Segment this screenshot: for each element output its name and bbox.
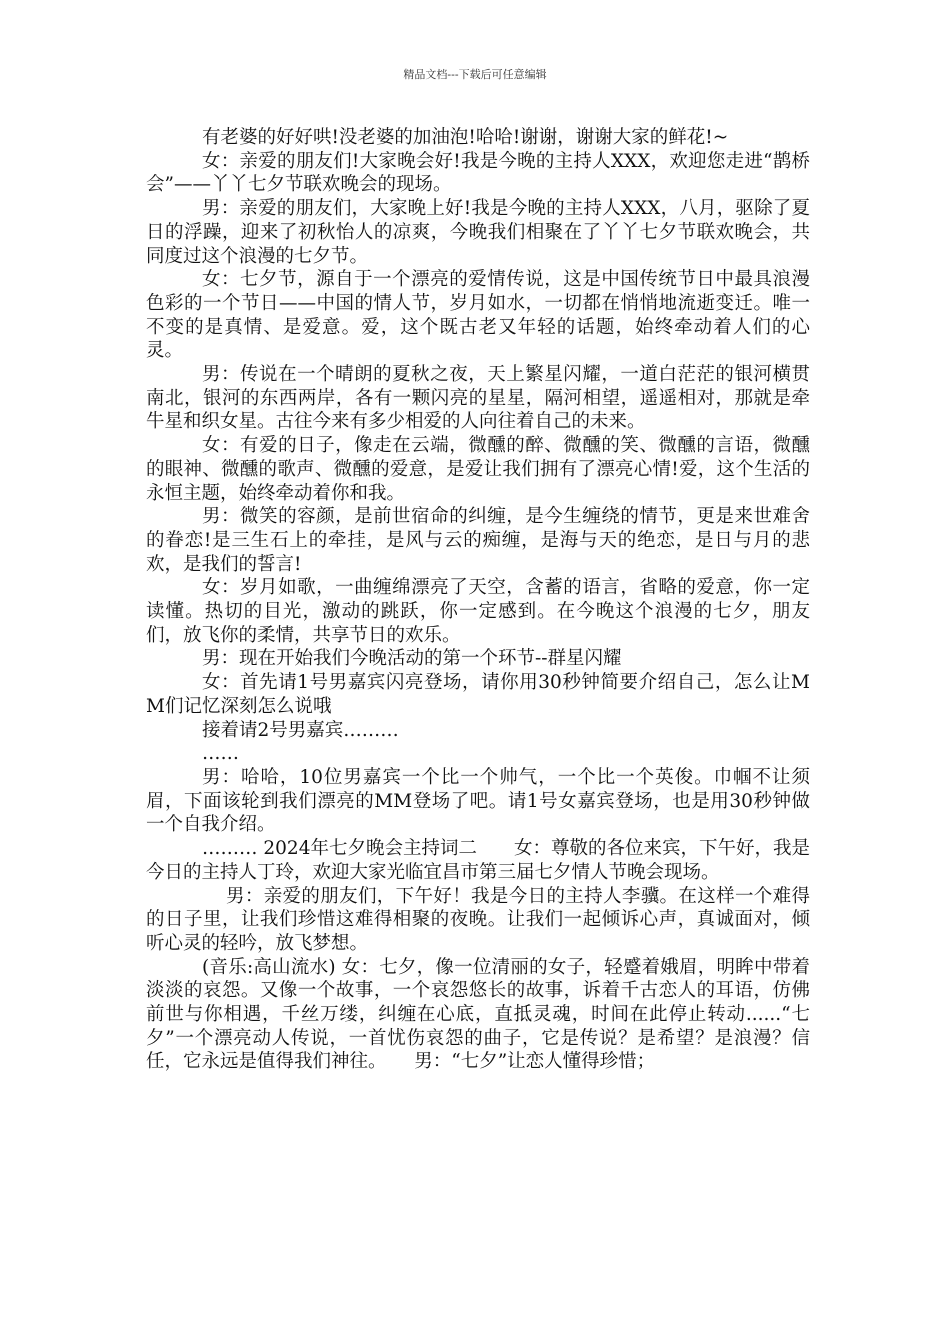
- paragraph-12: ……: [202, 743, 239, 765]
- paragraph-1: 有老婆的好好哄!没老婆的加油泡!哈哈!谢谢，谢谢大家的鲜花!~: [202, 127, 729, 148]
- paragraph-14: ……… 2024年七夕晚会主持词二 女：尊敬的各位来宾，下午好，我是今日的主持人丁玲，欢迎大家光临宜昌市第三届七夕情人节晚会现场。: [146, 838, 810, 883]
- paragraph-11: 接着请2号男嘉宾………: [202, 719, 399, 741]
- paragraph-16: (音乐:高山流水) 女：七夕，像一位清丽的女子，轻蹙着娥眉，明眸中带着淡淡的哀怨。又像一个故事，一个哀怨悠长的故事，诉着千古恋人的耳语，仿佛前世与你相遇，千丝万缕，纠缠在心底，直抵灵魂，时间在此停止转动......“七夕”一个漂亮动人传说，一首忧伤哀怨的曲子，它是传说？是希望？是浪漫？信任，它永远是值得我们神往。 男：“七夕”让恋人懂得珍惜；: [146, 956, 810, 1073]
- paragraph-13: 男：哈哈，10位男嘉宾一个比一个帅气，一个比一个英俊。巾帼不让须眉，下面该轮到我们漂亮的MM登场了吧。请1号女嘉宾登场，也是用30秒钟做一个自我介绍。: [146, 766, 810, 836]
- page-header: 精品文档---下载后可任意编辑: [403, 68, 547, 81]
- paragraph-3: 男：亲爱的朋友们，大家晚上好!我是今晚的主持人XXX，八月，驱除了夏日的浮躁，迎来了初秋怡人的凉爽，今晚我们相聚在了丫丫七夕节联欢晚会，共同度过这个浪漫的七夕节。: [146, 198, 810, 267]
- paragraph-6: 女：有爱的日子，像走在云端，微醺的醉、微醺的笑、微醺的言语，微醺的眼神、微醺的歌声、微醺的爱意，是爱让我们拥有了漂亮心情!爱，这个生活的永恒主题，始终牵动着你和我。: [146, 435, 810, 504]
- paragraph-9: 男：现在开始我们今晚活动的第一个环节--群星闪耀: [202, 648, 622, 670]
- document-body: [146, 126, 810, 1074]
- paragraph-10: 女：首先请1号男嘉宾闪亮登场，请你用30秒钟简要介绍自己，怎么让MM们记忆深刻怎么说哦: [146, 672, 810, 717]
- paragraph-4: 女：七夕节，源自于一个漂亮的爱情传说，这是中国传统节日中最具浪漫色彩的一个节日——中国的情人节，岁月如水，一切都在悄悄地流逝变迁。唯一不变的是真情、是爱意。爱，这个既古老又年轻的话题，始终牵动着人们的心灵。: [146, 269, 810, 362]
- paragraph-7: 男：微笑的容颜，是前世宿命的纠缠，是今生缠绕的情节，更是来世难舍的眷恋!是三生石上的牵挂，是风与云的痴缠，是海与天的绝恋，是日与月的悲欢，是我们的誓言!: [146, 506, 810, 575]
- paragraph-15: 男：亲爱的朋友们，下午好！我是今日的主持人李骥。在这样一个难得的日子里，让我们珍惜这难得相聚的夜晚。让我们一起倾诉心声，真诚面对，倾听心灵的轻吟，放飞梦想。: [146, 885, 810, 954]
- paragraph-2: 女：亲爱的朋友们!大家晚会好!我是今晚的主持人XXX，欢迎您走进“鹊桥会”——丫丫七夕节联欢晚会的现场。: [146, 150, 810, 196]
- paragraph-5: 男：传说在一个晴朗的夏秋之夜，天上繁星闪耀，一道白茫茫的银河横贯南北，银河的东西两岸，各有一颗闪亮的星星，隔河相望，遥遥相对，那就是牵牛星和织女星。古往今来有多少相爱的人向往着自己的未来。: [146, 364, 810, 433]
- paragraph-8: 女：岁月如歌，一曲缠绵漂亮了天空，含蓄的语言，省略的爱意，你一定读懂。热切的目光，激动的跳跃，你一定感到。在今晚这个浪漫的七夕，朋友们，放飞你的柔情，共享节日的欢乐。: [146, 577, 810, 646]
